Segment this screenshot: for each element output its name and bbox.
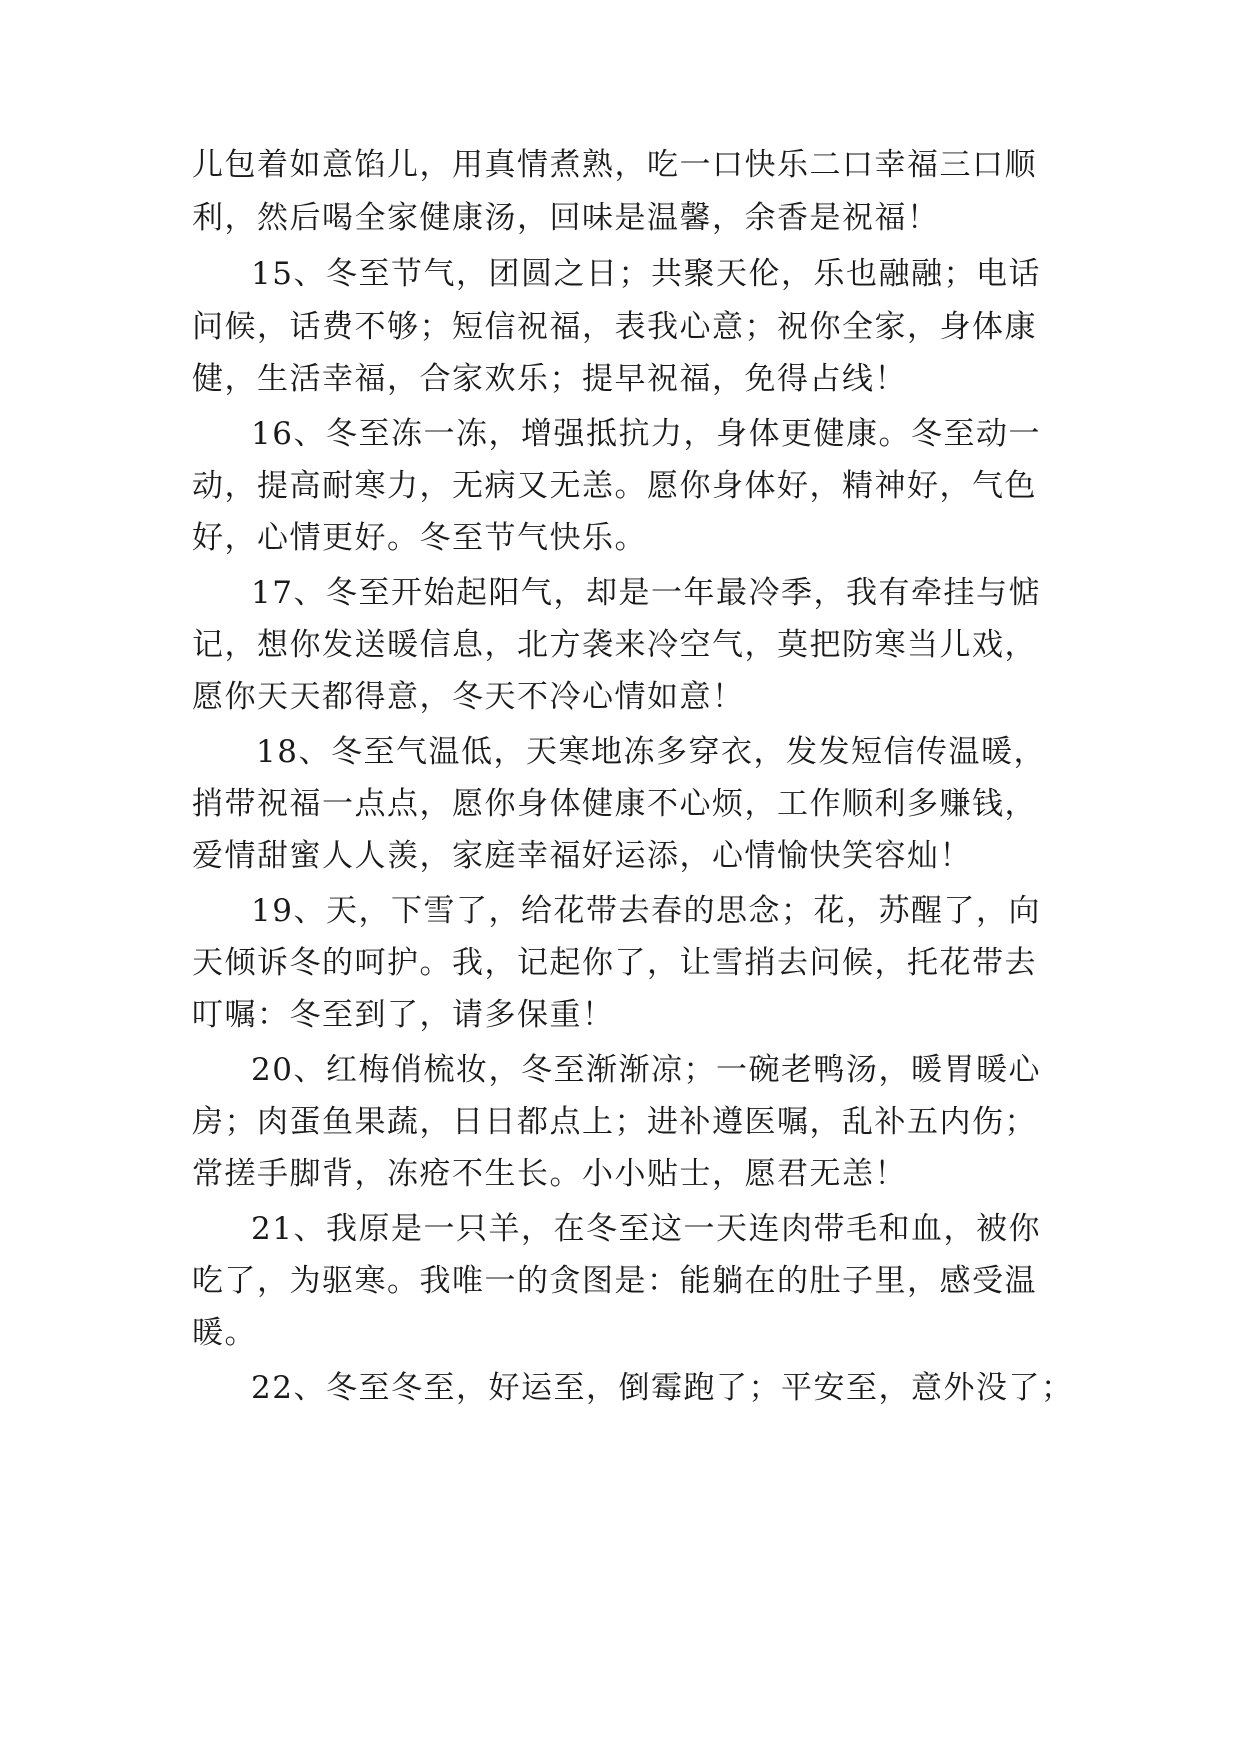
text-line: 22、冬至冬至，好运至，倒霉跑了；平安至，意外没了； — [251, 1370, 1074, 1406]
text-line: 15、冬至节气，团圆之日；共聚天伦，乐也融融；电话 — [251, 256, 1041, 292]
text-line: 常搓手脚背，冻疮不生长。小小贴士，愿君无恙！ — [192, 1156, 907, 1192]
text-line: 动，提高耐寒力，无病又无恙。愿你身体好，精神好，气色 — [192, 468, 1037, 504]
text-line: 暖。 — [192, 1315, 257, 1351]
text-line: 17、冬至开始起阳气，却是一年最冷季，我有牵挂与惦 — [251, 575, 1041, 611]
text-line: 爱情甜蜜人人羡，家庭幸福好运添，心情愉快笑容灿！ — [192, 838, 972, 874]
text-line: 吃了，为驱寒。我唯一的贪图是：能躺在的肚子里，感受温 — [192, 1263, 1037, 1299]
text-line: 21、我原是一只羊，在冬至这一天连肉带毛和血，被你 — [251, 1211, 1041, 1247]
text-line: 18、冬至气温低，天寒地冻多穿衣，发发短信传温暖， — [256, 734, 1046, 770]
text-line: 儿包着如意馅儿，用真情煮熟，吃一口快乐二口幸福三口顺 — [192, 147, 1037, 183]
text-line: 叮嘱：冬至到了，请多保重！ — [192, 997, 615, 1033]
text-line: 愿你天天都得意，冬天不冷心情如意！ — [192, 679, 745, 715]
text-line: 好，心情更好。冬至节气快乐。 — [192, 520, 647, 556]
text-line: 天倾诉冬的呵护。我，记起你了，让雪捎去问候，托花带去 — [192, 945, 1037, 981]
text-line: 利，然后喝全家健康汤，回味是温馨，余香是祝福！ — [192, 200, 940, 236]
text-line: 16、冬至冻一冻，增强抵抗力，身体更健康。冬至动一 — [251, 416, 1041, 452]
text-line: 记，想你发送暖信息，北方袭来冷空气，莫把防寒当儿戏， — [192, 627, 1037, 663]
text-line: 问候，话费不够；短信祝福，表我心意；祝你全家，身体康 — [192, 309, 1037, 345]
text-line: 房；肉蛋鱼果蔬，日日都点上；进补遵医嘱，乱补五内伤； — [192, 1104, 1037, 1140]
text-line: 19、天，下雪了，给花带去春的思念；花，苏醒了，向 — [251, 893, 1041, 929]
text-line: 健，生活幸福，合家欢乐；提早祝福，免得占线！ — [192, 361, 907, 397]
text-line: 20、红梅俏梳妆，冬至渐渐凉；一碗老鸭汤，暖胃暖心 — [251, 1052, 1041, 1088]
text-line: 捎带祝福一点点，愿你身体健康不心烦，工作顺利多赚钱， — [192, 786, 1037, 822]
